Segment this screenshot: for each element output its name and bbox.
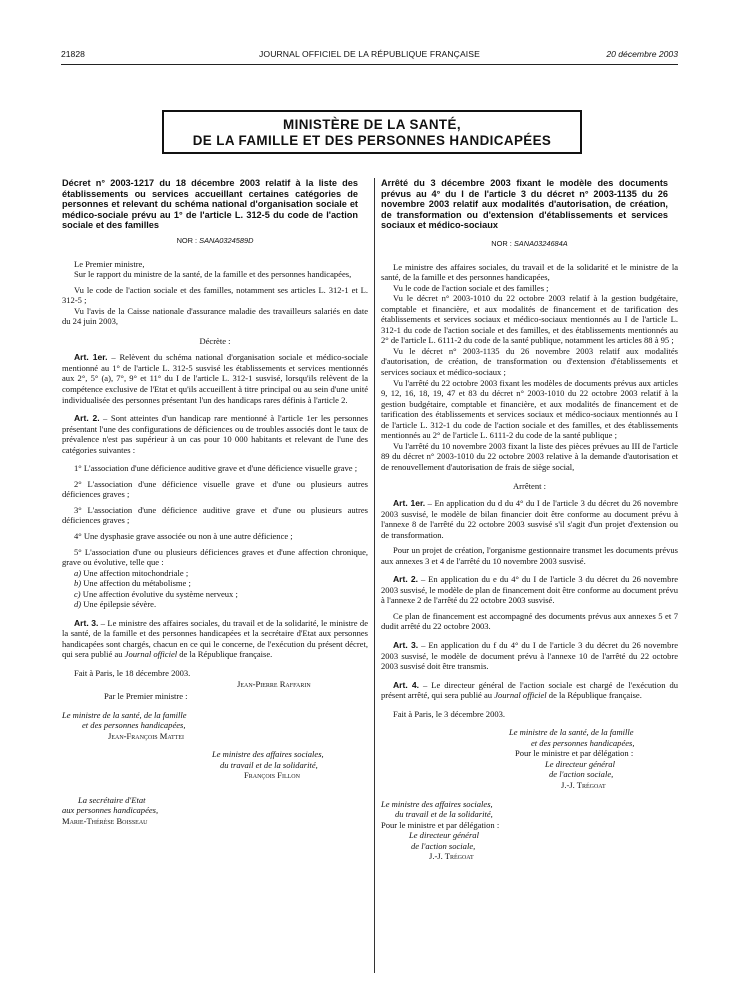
page-header xyxy=(61,49,678,63)
signature-line: du travail et de la solidarité, xyxy=(220,759,318,770)
sub-item-letter: d) xyxy=(74,599,82,610)
signature-block-affaires xyxy=(381,799,678,862)
column-divider xyxy=(374,178,375,973)
signature-line: aux personnes handicapées, xyxy=(62,805,159,816)
ministry-heading xyxy=(162,110,582,154)
article-label: Art. 1er. xyxy=(393,498,426,508)
sub-item-letter: b) xyxy=(74,578,82,589)
decree-column xyxy=(62,178,368,827)
list-item: 3° L'association d'une déficience auditive grave et d'une ou plusieurs autres déficiences graves ; xyxy=(62,504,368,526)
ministry-line-2: DE LA FAMILLE ET DES PERSONNES HANDICAPÉES xyxy=(192,132,552,148)
sub-item-text: Une épilepsie sévère. xyxy=(81,599,157,610)
signatory-name: Marie-Thérèse Boisseau xyxy=(62,816,148,827)
signatory-name: J.-J. Trégoat xyxy=(429,851,474,862)
article-1 xyxy=(62,352,368,405)
signature-line: Le ministre des affaires sociales, xyxy=(381,798,493,809)
article-label: Art. 1er. xyxy=(74,352,108,363)
article-text: – En application du d du 4° du I de l'article 3 du décret du 26 novembre 2003 susvisé, le modèle de bilan financier doit être conforme au document prévu à l'annexe 8 de l'arrêté du 22 octobre 2003 susvisé s'il s'agit d'un projet d'extension ou de transformation. xyxy=(381,498,678,540)
signature-line: et des personnes handicapées, xyxy=(531,737,635,748)
signature-block-sante xyxy=(62,710,368,742)
sub-item xyxy=(62,599,368,610)
signatory-name: François Fillon xyxy=(244,770,300,781)
signatory-name: Jean-Pierre Raffarin xyxy=(237,678,311,689)
publication-date: 20 décembre 2003 xyxy=(606,49,678,59)
arretent-heading: Arrêtent : xyxy=(513,481,546,492)
intro-paragraph: Vu le décret n° 2003-1135 du 26 novembre 2003 relatif aux modalités d'autorisation, de création, de transformation ou d'extension d'établissements et services sociaux et médico-sociaux ; xyxy=(381,345,678,377)
article-text: – Sont atteintes d'un handicap rare mentionné à l'article 1er les personnes présentant l'une des configurations de déficiences ou de troubles associés dont le taux de prévalence n'est pas supérieur à un cas pour 10 000 habitants et relevant de l'une des catégories suivantes : xyxy=(62,413,368,455)
article-1-paragraph-2: Pour un projet de création, l'organisme gestionnaire transmet les documents prévus aux annexes 3 et 4 de l'arrêté du 10 novembre 2003 susvisé. xyxy=(381,545,678,566)
signature-line: Pour le ministre et par délégation : xyxy=(515,748,634,759)
intro-paragraph: Le Premier ministre, xyxy=(74,258,145,269)
sub-item-text: Une affection mitochondriale ; xyxy=(81,567,189,578)
sub-item-text: Une affection du métabolisme ; xyxy=(81,578,191,589)
article-text: – Relèvent du schéma national d'organisation sociale et médico-sociale mentionné au 1° de l'article L. 312-5 susvisé les établissements et services mentionnés aux 2°, 5° (a), 7°, 9° et 11° du I de l'article L. 312-1 susvisé, lorsqu'ils relèvent de la compétence exclusive de l'Etat et qu'ils accueillent à titre principal ou au sein d'une unité individualisée des personnes présentant l'un des handicaps rares définis à l'article 2. xyxy=(62,352,368,405)
article-label: Art. 4. xyxy=(393,679,420,690)
signature-line: La secrétaire d'Etat xyxy=(78,794,146,805)
nor-code: SANA0324589D xyxy=(199,235,254,245)
signature-line: de l'action sociale, xyxy=(549,769,614,780)
article-text: – En application du e du 4° du I de l'article 3 du décret du 26 novembre 2003 susvisé, le modèle de plan de financement doit être conforme au document prévu à l'annexe 2 de l'arrêté du 22 octobre 2003 susvisé. xyxy=(381,574,678,606)
intro-paragraph: Vu l'arrêté du 22 octobre 2003 fixant les modèles de documents prévus aux articles 9, 12, 16, 18, 19, 47 et 83 du décret n° 2003-1010 du 22 octobre 2003 relatif à la gestion budgétaire, comptable et financière, et aux modalités de financement et de tarification des établissements et services sociaux et médico-sociaux mentionnés au I de l'article L. 312-1 du code de l'action sociale et des familles, et des établissements mentionnés au 2° de l'article L. 6111-2 du code de la santé publique ; xyxy=(381,377,678,441)
intro-paragraph: Vu le code de l'action sociale et des familles ; xyxy=(393,282,549,293)
intro-paragraph: Vu l'avis de la Caisse nationale d'assurance maladie des travailleurs salariés en date du 24 juin 2003, xyxy=(62,305,368,327)
article-label: Art. 2. xyxy=(74,413,100,424)
arrete-title: Arrêté du 3 décembre 2003 fixant le modèle des documents prévus au 4° du I de l'article 3 du décret n° 2003-1135 du 26 novembre 2003 relatif aux modalités d'autorisation, de création, de transformation ou d'extension d'établissements et services sociaux et médico-sociaux xyxy=(381,178,668,231)
signature-block-sante xyxy=(381,727,678,790)
article-text: – En application du f du 4° du I de l'article 3 du décret du 26 novembre 2003 susvisé, le modèle de document prévu à l'annexe 10 de l'arrêté du 22 octobre 2003 susvisé doit être transmis. xyxy=(381,640,678,672)
signature-line: Le ministre des affaires sociales, xyxy=(212,749,324,760)
sub-item-text: Une affection évolutive du système nerveux ; xyxy=(80,588,238,599)
intro-paragraph: Vu l'arrêté du 10 novembre 2003 fixant la liste des pièces prévues au III de l'article 89 du décret n° 2003-1010 du 22 octobre 2003 relative à la demande d'autorisation et de renouvellement d'autorisation de frais de siège social, xyxy=(381,440,678,472)
journal-officiel-italic: Journal officiel xyxy=(124,649,178,660)
article-label: Art. 2. xyxy=(393,574,419,585)
article-3 xyxy=(62,618,368,660)
nor-label: NOR : xyxy=(176,235,198,245)
article-text: de la République française. xyxy=(546,690,642,701)
sub-item xyxy=(62,589,368,600)
sub-item xyxy=(62,578,368,589)
signature-block-affaires xyxy=(62,749,368,781)
article-2 xyxy=(381,574,678,606)
intro-paragraph: Le ministre des affaires sociales, du travail et de la solidarité et le ministre de la santé, de la famille et des personnes handicapées, xyxy=(381,261,678,283)
signatory-name: J.-J. Trégoat xyxy=(561,780,606,791)
done-at: Fait à Paris, le 3 décembre 2003. xyxy=(393,708,506,719)
article-text: – Le ministre des affaires sociales, du travail et de la solidarité, le ministre de la santé, de la famille et des personnes handicapées et la secrétaire d'Etat aux personnes handicapées sont chargés, chacun en ce qui le concerne, de l'exécution du présent décret, qui sera publié au xyxy=(62,617,368,660)
arrete-nor xyxy=(381,239,678,250)
nor-label: NOR : xyxy=(491,238,512,248)
intro-paragraph: Vu le code de l'action sociale et des familles, notamment ses articles L. 312-1 et L. 312-5 ; xyxy=(62,284,368,306)
list-item: 4° Une dysphasie grave associée ou non à une autre déficience ; xyxy=(74,531,293,541)
signature-block-secretaire xyxy=(62,795,368,827)
signatory-name: Jean-François Mattei xyxy=(108,730,184,741)
article-2 xyxy=(62,413,368,455)
article-text: – Le directeur général de l'action sociale est chargé de l'exécution du présent arrêté, qui sera publié au xyxy=(381,679,678,701)
by-pm: Par le Premier ministre : xyxy=(104,691,188,702)
sub-item-letter: c) xyxy=(74,588,81,599)
page-number: 21828 xyxy=(61,49,85,59)
sub-item-letter: a) xyxy=(74,567,82,578)
nor-code: SANA0324684A xyxy=(513,238,568,248)
journal-title: JOURNAL OFFICIEL DE LA RÉPUBLIQUE FRANÇAISE xyxy=(259,49,480,59)
signature-line: Le directeur général xyxy=(409,830,479,841)
article-text: de la République française. xyxy=(177,649,273,660)
signature-line: Pour le ministre et par délégation : xyxy=(381,819,500,830)
intro-paragraph: Sur le rapport du ministre de la santé, de la famille et des personnes handicapées, xyxy=(74,269,352,280)
article-2-paragraph-2: Ce plan de financement est accompagné des documents prévus aux annexes 5 et 7 dudit arrêté du 22 octobre 2003. xyxy=(381,610,678,632)
decree-title: Décret n° 2003-1217 du 18 décembre 2003 relatif à la liste des établissements ou services accueillant certaines catégories de personnes et relevant du schéma national d'organisation sociale et médico-sociale prévu au 1° de l'article L. 312-5 du code de l'action sociale et des familles xyxy=(62,178,358,231)
signature-line: Le ministre de la santé, de la famille xyxy=(62,709,187,720)
list-item: 2° L'association d'une déficience visuelle grave et d'une ou plusieurs autres déficiences graves ; xyxy=(62,478,368,500)
article-label: Art. 3. xyxy=(393,640,419,651)
journal-officiel-italic: Journal officiel xyxy=(494,690,547,701)
sub-item xyxy=(62,568,368,579)
list-item: 1° L'association d'une déficience auditive grave et d'une déficience visuelle grave ; xyxy=(74,463,358,474)
done-at: Fait à Paris, le 18 décembre 2003. xyxy=(74,668,191,679)
list-item: 5° L'association d'une ou plusieurs déficiences graves et d'une affection chronique, grave ou évolutive, telle que : xyxy=(62,546,368,568)
signature-line: de l'action sociale, xyxy=(411,840,476,851)
article-3 xyxy=(381,640,678,672)
signature-line: Le ministre de la santé, de la famille xyxy=(509,727,634,738)
signature-line: du travail et de la solidarité, xyxy=(395,809,493,820)
intro-paragraph: Vu le décret n° 2003-1010 du 22 octobre 2003 relatif à la gestion budgétaire, comptable et financière, et aux modalités de financement et de tarification des établissements et services sociaux et médico-sociaux mentionnés au I de l'article L. 312-1 du code de l'action sociale et des familles, et des établissements mentionnés au 2° de l'article L. 6111-2 du code de la santé publique, notamment les articles 88 à 95 ; xyxy=(381,293,678,346)
signature-pm xyxy=(62,679,368,690)
article-4 xyxy=(381,680,678,701)
signature-line: Le directeur général xyxy=(545,758,615,769)
signature-line: et des personnes handicapées, xyxy=(82,720,186,731)
header-rule xyxy=(61,64,678,65)
arrete-column xyxy=(381,178,678,862)
decrete-heading: Décrète : xyxy=(199,335,231,346)
ministry-line-1: MINISTÈRE DE LA SANTÉ, xyxy=(283,117,461,132)
article-label: Art. 3. xyxy=(74,617,99,628)
decree-nor xyxy=(62,236,368,247)
article-1 xyxy=(381,498,678,540)
